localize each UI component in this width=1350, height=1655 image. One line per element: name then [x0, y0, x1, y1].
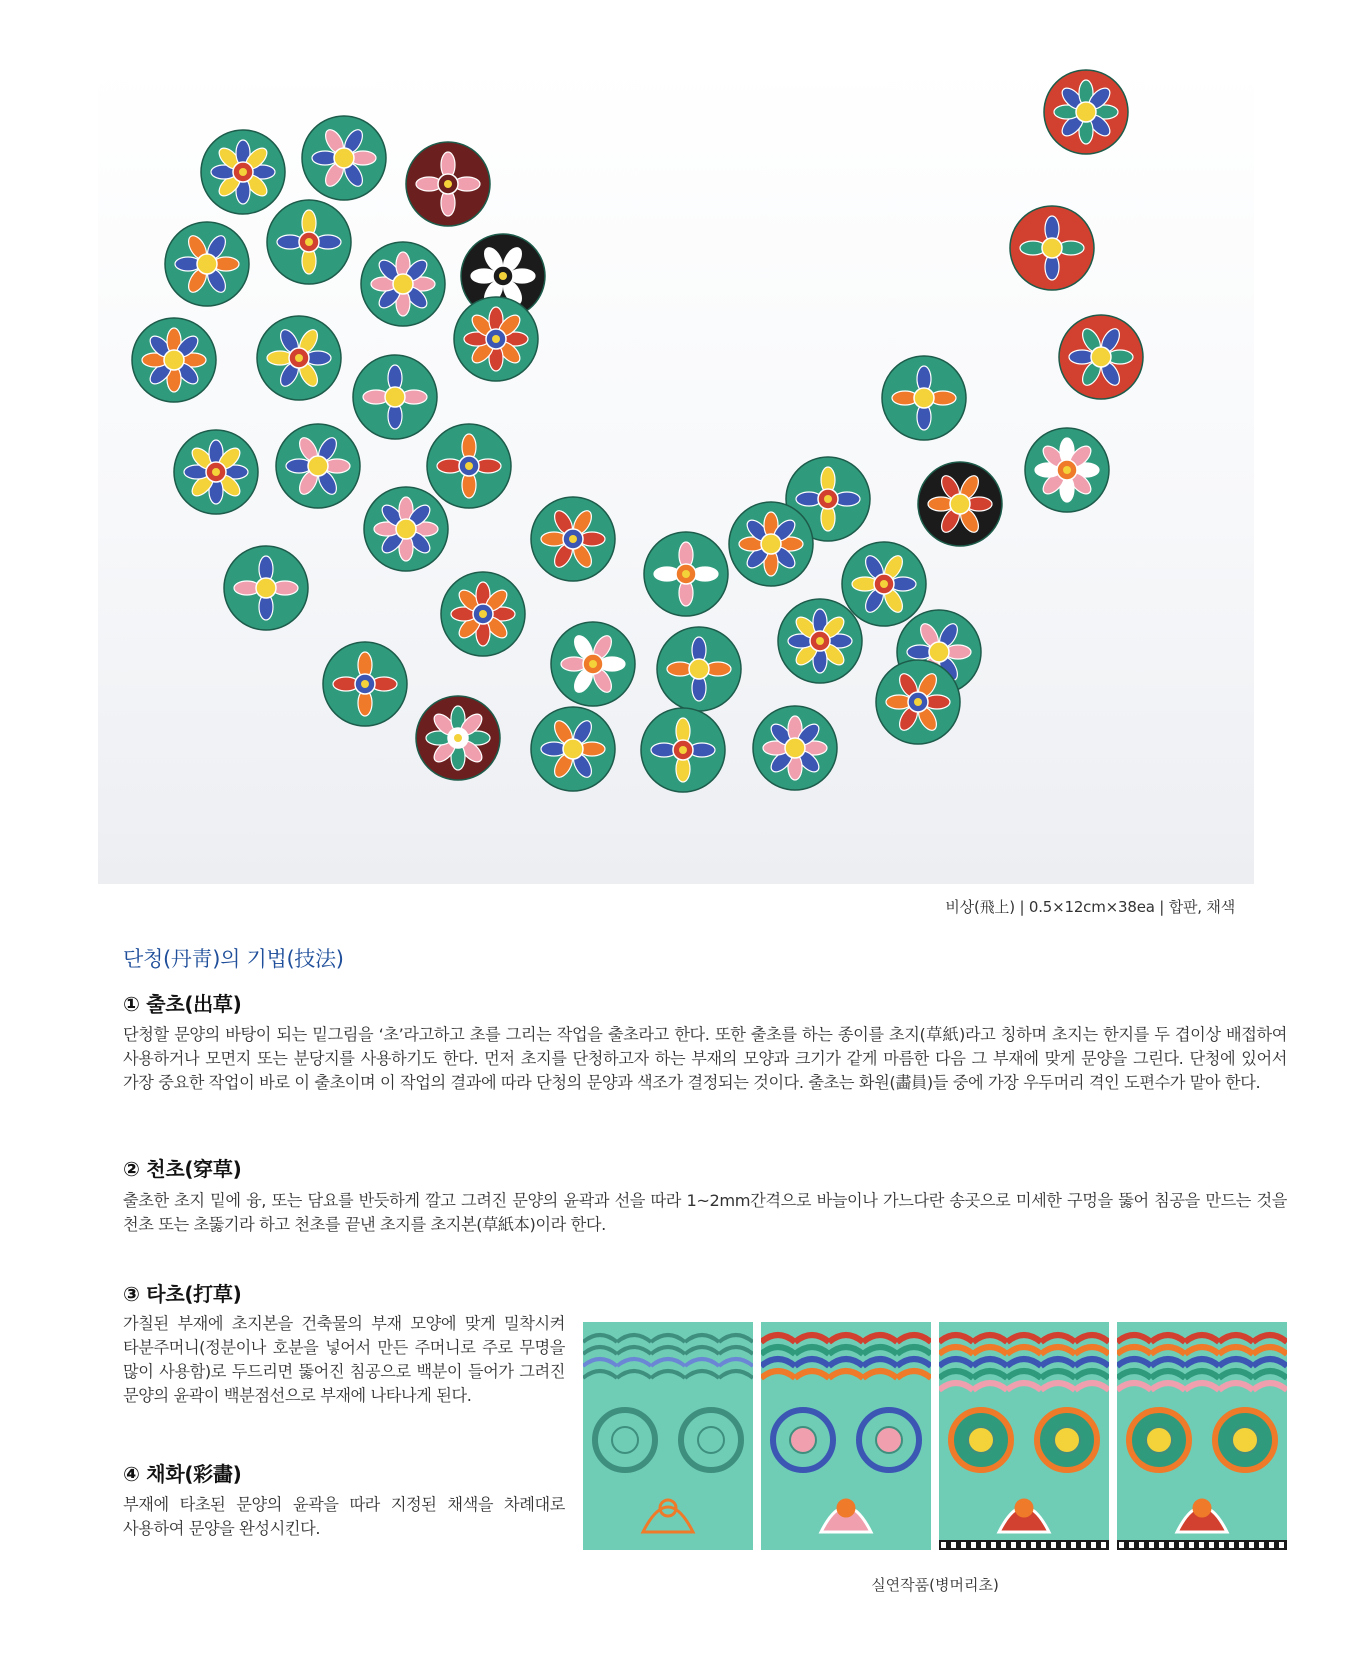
roundel	[1025, 428, 1109, 512]
roundel	[276, 424, 360, 508]
stage-panel-4	[1117, 1322, 1287, 1550]
roundel	[353, 355, 437, 439]
stage-panel-1	[583, 1322, 753, 1550]
panels-caption: 실연작품(병머리초)	[871, 1576, 999, 1594]
step-2-heading: ② 천초(穿草)	[123, 1157, 242, 1181]
roundel	[416, 696, 500, 780]
roundel	[302, 116, 386, 200]
roundel	[882, 356, 966, 440]
roundel	[753, 706, 837, 790]
step-3-body: 가칠된 부재에 초지본을 건축물의 부재 모양에 맞게 밀착시켜 타분주머니(정분이나 호분을 넣어서 만든 주머니로 주로 무명을 많이 사용함)로 두드리면 뚫어진 침공으로 백분이 들어가 그려진 문양의 윤곽이 백분점선으로 부재에 나타나게 된다.	[123, 1314, 565, 1405]
roundel	[323, 642, 407, 726]
step-1-heading: ① 출초(出草)	[123, 992, 242, 1016]
roundel	[1010, 206, 1094, 290]
roundel	[427, 424, 511, 508]
roundel	[842, 542, 926, 626]
roundel	[729, 502, 813, 586]
roundel	[644, 532, 728, 616]
step-3-heading: ③ 타초(打草)	[123, 1282, 242, 1306]
roundel	[267, 200, 351, 284]
roundel	[876, 660, 960, 744]
roundel	[174, 430, 258, 514]
roundel	[364, 487, 448, 571]
roundel	[1044, 70, 1128, 154]
roundel	[224, 546, 308, 630]
section-title: 단청(丹靑)의 기법(技法)	[123, 947, 344, 971]
roundel	[165, 222, 249, 306]
pattern-stage-panels	[583, 1322, 1287, 1550]
artwork-caption: 비상(飛上) | 0.5×12cm×38ea | 합판, 채색	[945, 898, 1235, 916]
step-1-body: 단청할 문양의 바탕이 되는 밑그림을 ‘초’라고하고 초를 그리는 작업을 출초라고 한다. 또한 출초를 하는 종이를 초지(草紙)라고 칭하며 초지는 한지를 두 겹이상 배접하여 사용하거나 모면지 또는 분당지를 사용하기도 한다. 먼저 초지를 단청하고자 하는 부재의 모양과 크기가 같게 마름한 다음 그 부재에 맞게 문양을 그린다. 단청에 있어서 가장 중요한 작업이 바로 이 출초이며 이 작업의 결과에 따라 단청의 문양과 색조가 결정되는 것이다. 출초는 화원(畵員)들 중에 가장 우두머리 격인 도편수가 맡아 한다.	[123, 1025, 1287, 1092]
step-4-heading: ④ 채화(彩畵)	[123, 1462, 242, 1486]
roundel	[531, 497, 615, 581]
roundel	[641, 708, 725, 792]
roundel	[778, 599, 862, 683]
roundel	[657, 627, 741, 711]
roundel	[406, 142, 490, 226]
roundel	[454, 297, 538, 381]
roundel	[531, 707, 615, 791]
roundel	[201, 130, 285, 214]
artwork-photo	[98, 64, 1254, 884]
step-2-body: 출초한 초지 밑에 융, 또는 담요를 반듯하게 깔고 그려진 문양의 윤곽과 선을 따라 1~2mm간격으로 바늘이나 가느다란 송곳으로 미세한 구멍을 뚫어 침공을 만드는 것을 천초 또는 초뚫기라 하고 천초를 끝낸 초지를 초지본(草紙本)이라 한다.	[123, 1191, 1287, 1234]
stage-panel-2	[761, 1322, 931, 1550]
roundel	[551, 622, 635, 706]
step-4-body: 부재에 타초된 문양의 윤곽을 따라 지정된 채색을 차례대로 사용하여 문양을 완성시킨다.	[123, 1495, 565, 1538]
roundel	[257, 316, 341, 400]
roundel	[1059, 315, 1143, 399]
roundel	[918, 462, 1002, 546]
stage-panel-3	[939, 1322, 1109, 1550]
roundel	[132, 318, 216, 402]
roundel	[441, 572, 525, 656]
roundel	[361, 242, 445, 326]
roundel-arrangement	[98, 64, 1254, 884]
